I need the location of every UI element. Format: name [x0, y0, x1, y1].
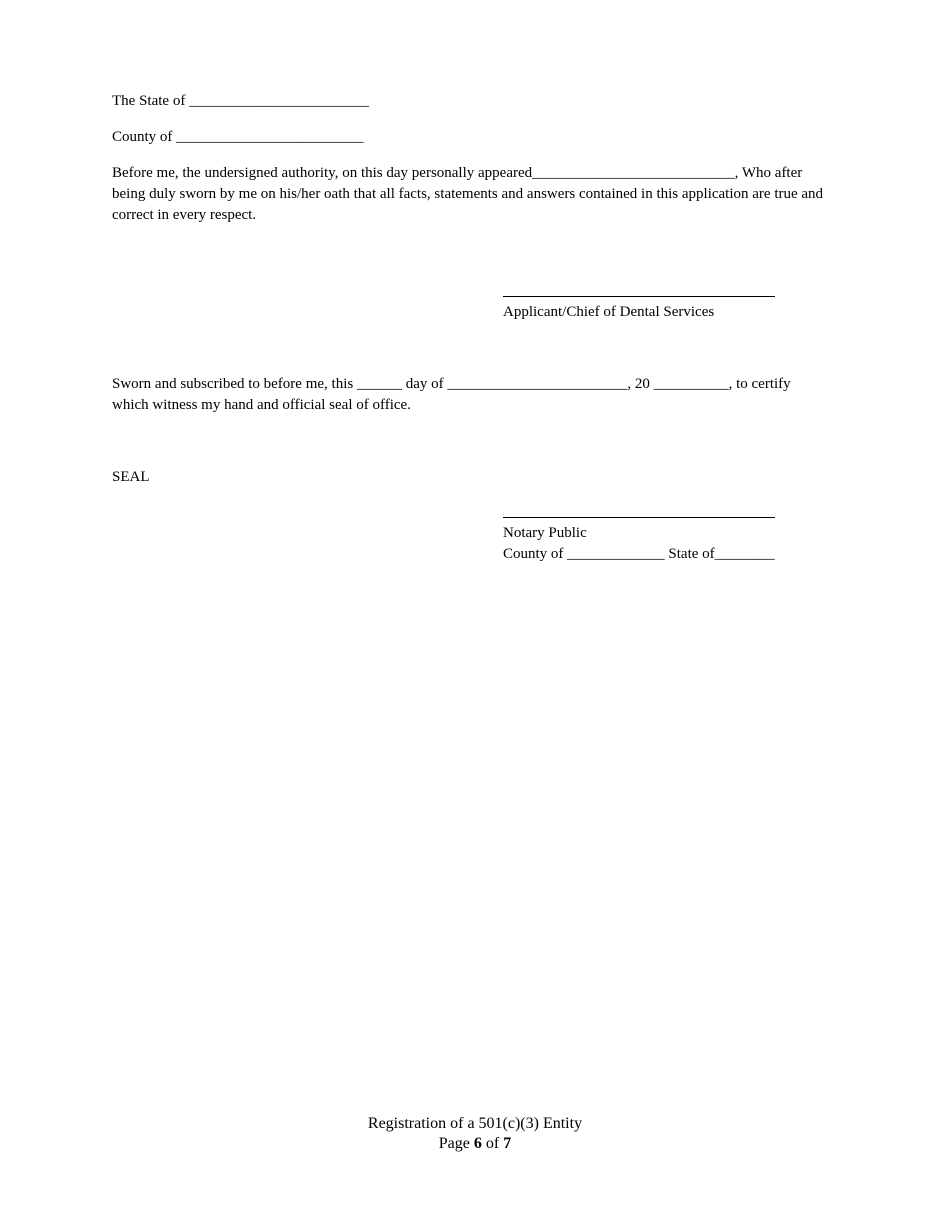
notary-county-state-line: County of _____________ State of________	[503, 546, 775, 562]
applicant-signature-label: Applicant/Chief of Dental Services	[503, 304, 715, 320]
notary-label: Notary Public	[503, 525, 587, 541]
sworn-paragraph: Sworn and subscribed to before me, this ______ day of ________________________, 20 __________, to certify which witness my hand and official seal of office.	[112, 376, 791, 413]
page-current: 6	[473, 1135, 482, 1152]
page-total: 7	[503, 1135, 512, 1152]
county-line: County of _________________________	[112, 129, 364, 145]
footer-title: Registration of a 501(c)(3) Entity	[367, 1115, 583, 1132]
notary-signature-line	[503, 517, 775, 518]
footer-page-number	[0, 1134, 950, 1154]
page-of: of	[481, 1135, 504, 1152]
applicant-signature-line	[503, 296, 775, 297]
affidavit-paragraph: Before me, the undersigned authority, on this day personally appeared___________________________, Who after being duly sworn by me on his/her oath that all facts, statements and answers contained in this application are true and correct in every respect.	[112, 165, 824, 223]
page-prefix: Page	[438, 1135, 474, 1152]
seal-label: SEAL	[112, 469, 150, 485]
state-line: The State of ________________________	[112, 93, 370, 109]
